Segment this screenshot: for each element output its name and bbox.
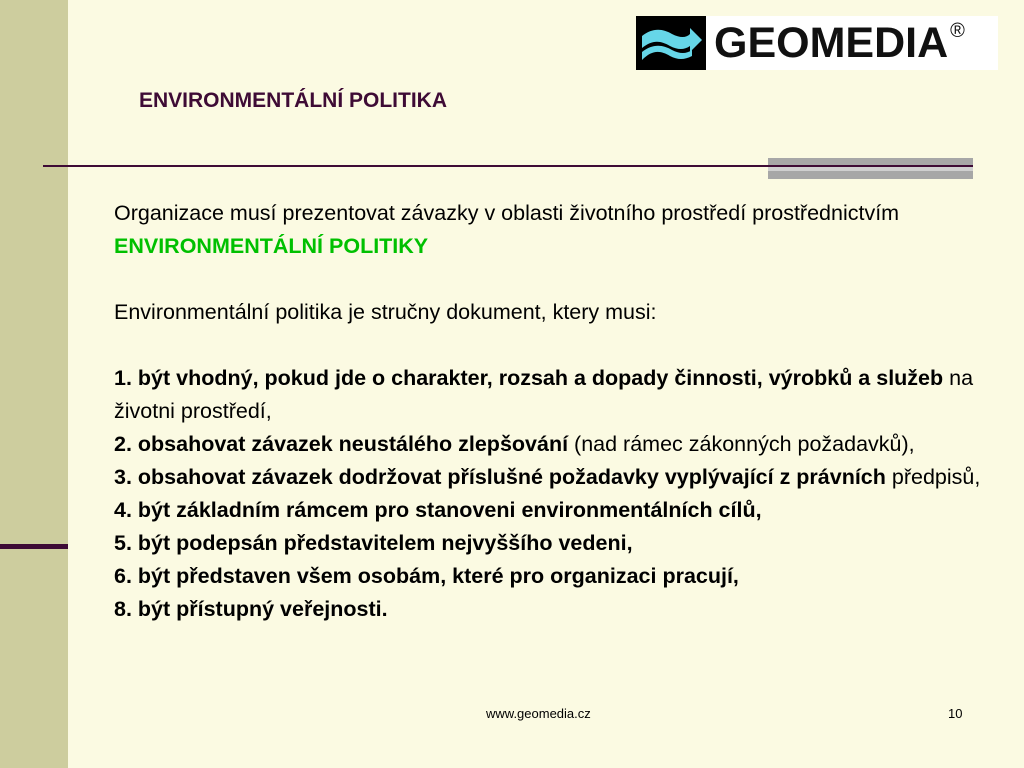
slide-body (114, 197, 994, 626)
slide-title: ENVIRONMENTÁLNÍ POLITIKA (139, 89, 447, 112)
list-item: 1. být vhodný, pokud jde o charakter, rozsah a dopady činnosti, výrobků a služeb na životni prostředí, (114, 366, 974, 423)
left-band (0, 0, 68, 768)
title-divider (43, 165, 973, 167)
logo-wordmark: GEOMEDIA ® (714, 19, 965, 67)
intro-paragraph: Organizace musí prezentovat závazky v oblasti životního prostředí prostřednictvím ENVIRONMENTÁLNÍ POLITIKY (114, 201, 900, 258)
list-item: 8. být přístupný veřejnosti. (114, 597, 388, 621)
list-item: 5. být podepsán představitelem nejvyššího vedeni, (114, 531, 633, 555)
list-item: 4. být základním rámcem pro stanoveni environmentálních cílů, (114, 498, 762, 522)
list-item: 3. obsahovat závazek dodržovat příslušné požadavky vyplývající z právních předpisů, (114, 465, 981, 489)
geomedia-logo (636, 16, 998, 70)
left-accent-line (0, 544, 68, 549)
policy-highlight: ENVIRONMENTÁLNÍ POLITIKY (114, 234, 429, 258)
list-item: 6. být představen všem osobám, které pro organizaci pracují, (114, 564, 739, 588)
wave-arrow-icon (636, 16, 706, 70)
footer-url: www.geomedia.cz (486, 706, 591, 721)
list-item: 2. obsahovat závazek neustálého zlepšování (nad rámec zákonných požadavků), (114, 432, 915, 456)
page-number: 10 (948, 706, 963, 721)
definition-paragraph: Environmentální politika je stručny dokument, ktery musi: (114, 300, 657, 324)
title-accent-bar (768, 158, 973, 179)
